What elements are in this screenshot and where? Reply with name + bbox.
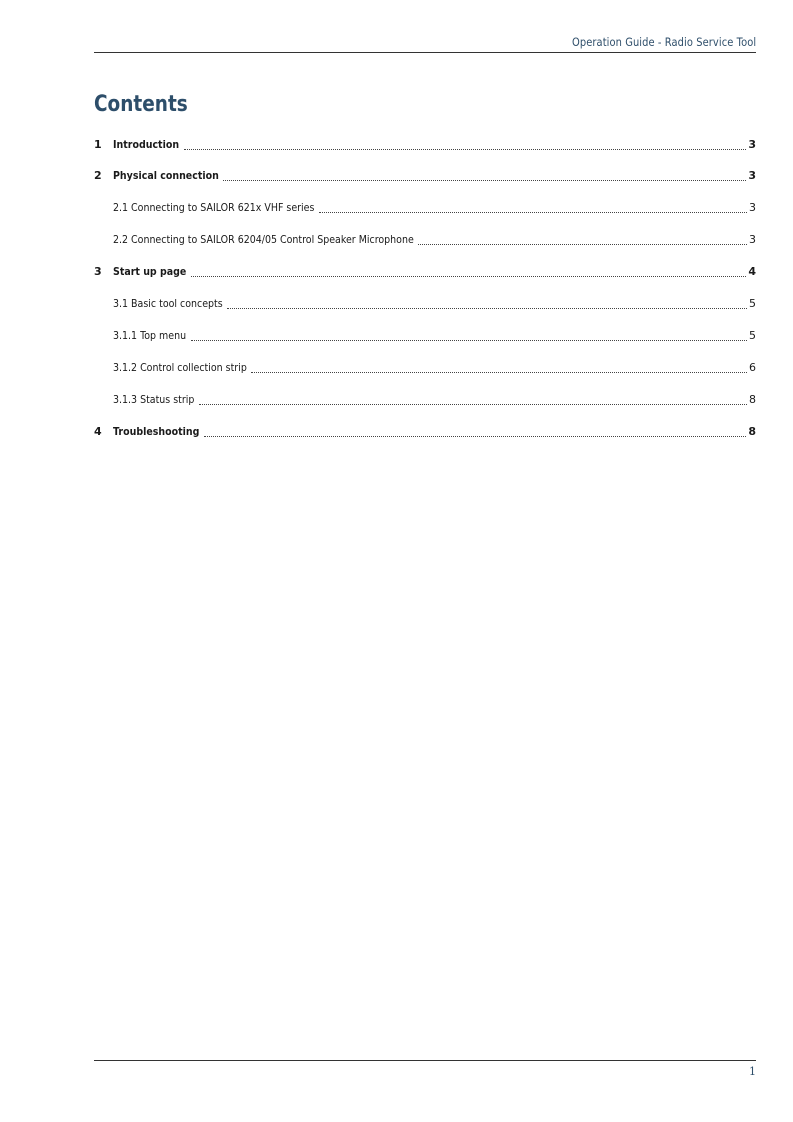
toc-entry-label: 3.1 Basic tool concepts [113, 297, 223, 310]
toc-entry-number: 4 [94, 425, 102, 438]
toc-entry-page: 8 [749, 393, 756, 406]
toc-entry-label: Start up page [113, 265, 187, 278]
toc-entry-page: 3 [748, 169, 756, 182]
toc-entry-label: Introduction [113, 138, 180, 151]
toc-entry-start-up-page[interactable] [94, 264, 756, 280]
running-header-title: Operation Guide - Radio Service Tool [571, 35, 756, 49]
toc-entry-basic-tool-concepts[interactable] [113, 296, 756, 312]
toc-dot-leader [418, 233, 747, 245]
toc-entry-physical-connection[interactable] [94, 168, 756, 184]
toc-entry-label: 2.2 Connecting to SAILOR 6204/05 Control Speaker Microphone [113, 233, 414, 246]
toc-entry-page: 8 [748, 425, 756, 438]
toc-entry-page: 5 [749, 329, 756, 342]
toc-entry-page: 3 [749, 201, 756, 214]
toc-entry-troubleshooting[interactable] [94, 424, 756, 440]
toc-dot-leader [251, 361, 747, 373]
contents-title: Contents [94, 92, 188, 117]
toc-entry-top-menu[interactable] [113, 328, 756, 344]
page-header [94, 34, 756, 53]
toc-entry-label: Physical connection [113, 169, 219, 182]
toc-entry-label: 3.1.1 Top menu [113, 329, 187, 342]
toc-entry-connecting-6204[interactable] [113, 232, 756, 248]
page-number: 1 [749, 1065, 756, 1078]
toc-entry-number: 2 [94, 169, 102, 182]
toc-entry-control-collection-strip[interactable] [113, 360, 756, 376]
footer-rule [94, 1060, 756, 1061]
toc-entry-connecting-621x[interactable] [113, 200, 756, 216]
toc-entry-page: 4 [748, 265, 756, 278]
toc-entry-page: 3 [749, 233, 756, 246]
toc-entry-introduction[interactable] [94, 137, 756, 153]
toc-entry-label: 3.1.2 Control collection strip [113, 361, 247, 374]
toc-entry-page: 5 [749, 297, 756, 310]
toc-dot-leader [199, 393, 747, 405]
toc-entry-page: 6 [749, 361, 756, 374]
toc-entry-number: 3 [94, 265, 102, 278]
toc-dot-leader [191, 265, 746, 277]
toc-dot-leader [319, 201, 747, 213]
toc-dot-leader [223, 169, 746, 181]
toc-entry-status-strip[interactable] [113, 392, 756, 408]
toc-entry-number: 1 [94, 138, 102, 151]
toc-dot-leader [191, 329, 747, 341]
toc-entry-label: 3.1.3 Status strip [113, 393, 195, 406]
toc-dot-leader [184, 138, 746, 150]
toc-entry-label: Troubleshooting [113, 425, 200, 438]
toc-entry-label: 2.1 Connecting to SAILOR 621x VHF series [113, 201, 315, 214]
toc-dot-leader [227, 297, 747, 309]
toc-entry-page: 3 [748, 138, 756, 151]
toc-dot-leader [204, 425, 746, 437]
